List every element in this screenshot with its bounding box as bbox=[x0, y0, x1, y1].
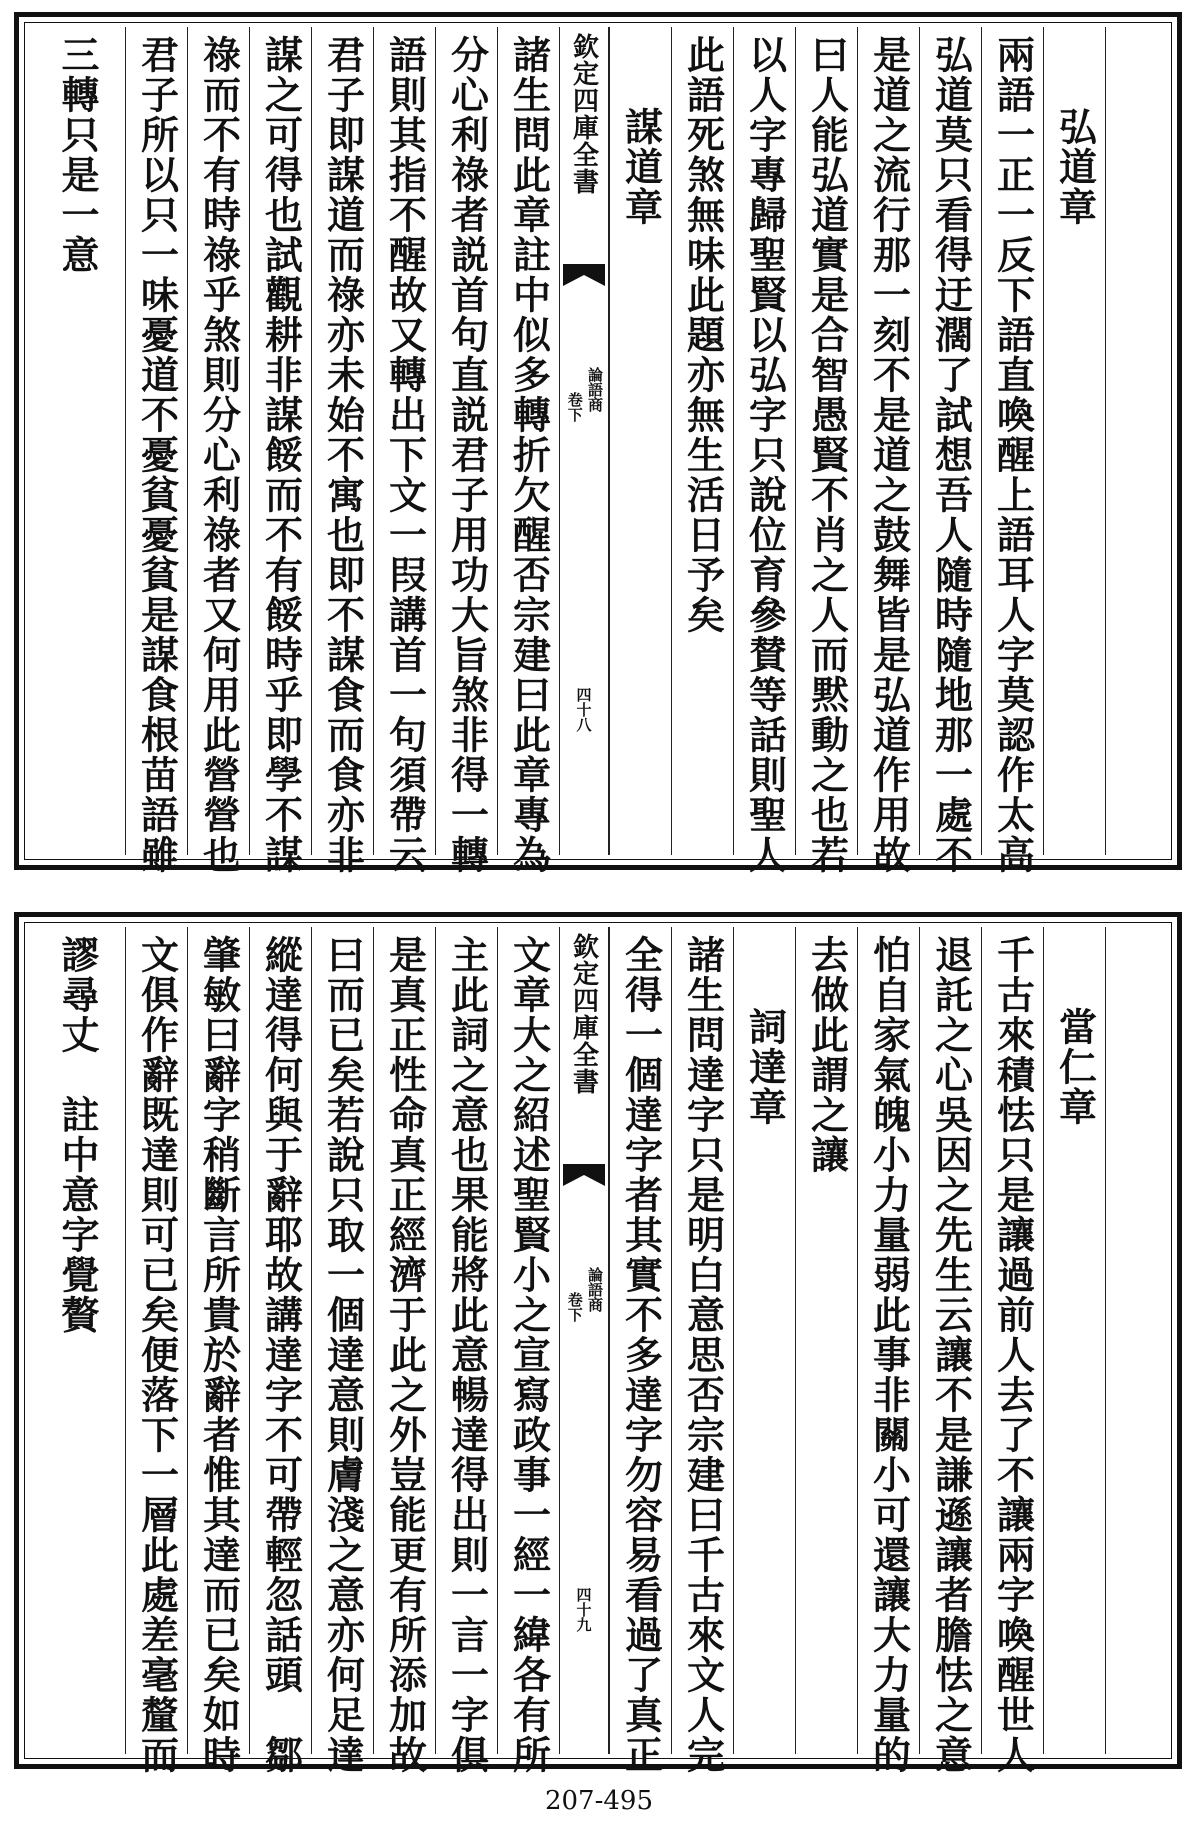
catalog-number: 207-495 bbox=[544, 1786, 654, 1816]
column: 千古來積怯只是讓過前人去了不讓兩字喚醒世人 bbox=[981, 927, 1043, 1754]
fold-book-title: 論語商 bbox=[586, 367, 604, 412]
column: 退託之心吳因之先生云讓不是謙遜讓者膽怯之意 bbox=[919, 927, 981, 1754]
column: 全得一個達字者其實不多達字勿容易看過了真正 bbox=[609, 927, 671, 1754]
page-upper-text-area bbox=[29, 27, 1167, 875]
column: 文章大之紹述聖賢小之宣寫政事一經一緯各有所 bbox=[497, 927, 559, 1754]
column: 君子即謀道而祿亦未始不寓也即不謀食而食亦非 bbox=[311, 27, 373, 855]
column: 去做此謂之讓 bbox=[795, 927, 857, 1754]
chapter-heading: 當仁章 bbox=[1043, 927, 1105, 1754]
chapter-heading: 詞達章 bbox=[733, 927, 795, 1754]
fold-center-strip bbox=[559, 27, 609, 855]
column: 縱達得何與于辭耶故講達字不可帶輕忽話頭 鄒 bbox=[249, 927, 311, 1754]
chapter-heading: 弘道章 bbox=[1043, 27, 1105, 855]
column: 怕自家氣魄小力量弱此事非關小可還讓大力量的 bbox=[857, 927, 919, 1754]
column: 君子所以只一味憂道不憂貧憂貧是謀食根苗語雖 bbox=[125, 27, 187, 855]
column: 此語死煞無味此題亦無生活日予矣 bbox=[671, 27, 733, 855]
fold-center-strip bbox=[559, 927, 609, 1754]
column: 謬尋丈 註中意字覺贅 bbox=[55, 935, 100, 1335]
fold-title: 欽定四庫全書 bbox=[568, 33, 599, 195]
column: 分心利祿者説首句直説君子用功大旨煞非得一轉 bbox=[435, 27, 497, 855]
page-lower bbox=[14, 912, 1182, 1775]
page-upper bbox=[14, 12, 1182, 875]
column: 諸生問達字只是明白意思否宗建曰千古來文人完 bbox=[671, 927, 733, 1754]
fishtail-mark bbox=[563, 1164, 605, 1186]
column: 肇敏曰辭字稍斷言所貴於辭者惟其達而已矣如時 bbox=[187, 927, 249, 1754]
column: 是道之流行那一刻不是道之鼓舞皆是弘道作用故 bbox=[857, 27, 919, 855]
column: 三轉只是一意 bbox=[55, 35, 100, 275]
column: 謀之可得也試觀耕非謀餒而不有餒時乎即學不謀 bbox=[249, 27, 311, 855]
column: 文俱作辭既達則可已矣便落下一層此處差毫釐而 bbox=[125, 927, 187, 1754]
fold-volume: 卷下 bbox=[565, 1292, 584, 1322]
column: 兩語一正一反下語直喚醒上語耳人字莫認作太高 bbox=[981, 27, 1043, 855]
fold-book-title: 論語商 bbox=[586, 1267, 604, 1312]
column: 以人字專歸聖賢以弘字只說位育參賛等話則聖人 bbox=[733, 27, 795, 855]
column: 語則其指不醒故又轉出下文一叚講首一句須帶云 bbox=[373, 27, 435, 855]
column bbox=[1105, 927, 1167, 1754]
chapter-heading: 謀道章 bbox=[609, 27, 671, 855]
page-lower-text-area bbox=[29, 927, 1167, 1775]
column: 曰人能弘道實是合智愚賢不肖之人而黙動之也若 bbox=[795, 27, 857, 855]
column bbox=[1105, 27, 1167, 855]
column: 諸生問此章註中似多轉折欠醒否宗建曰此章專為 bbox=[497, 27, 559, 855]
fold-page-number: 四十八 bbox=[574, 687, 593, 732]
fishtail-mark bbox=[563, 264, 605, 286]
fold-page-number: 四十九 bbox=[574, 1587, 593, 1632]
column: 主此詞之意也果能將此意暢達得出則一言一字俱 bbox=[435, 927, 497, 1754]
column: 曰而已矣若說只取一個達意則膚淺之意亦何足達 bbox=[311, 927, 373, 1754]
column: 祿而不有時祿乎煞則分心利祿者又何用此營營也 bbox=[187, 27, 249, 855]
column: 弘道莫只看得迂濶了試想吾人隨時隨地那一處不 bbox=[919, 27, 981, 855]
column: 是真正性命真正經濟于此之外豈能更有所添加故 bbox=[373, 927, 435, 1754]
fold-title: 欽定四庫全書 bbox=[568, 933, 599, 1095]
fold-volume: 卷下 bbox=[565, 392, 584, 422]
